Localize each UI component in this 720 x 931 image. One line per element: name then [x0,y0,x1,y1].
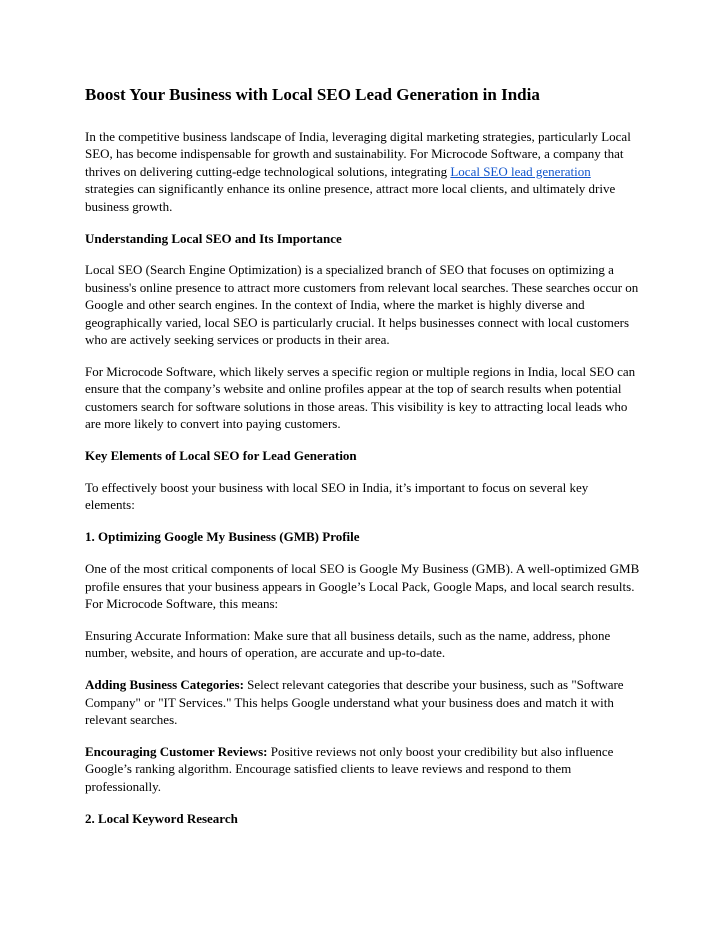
paragraph-key-elements-intro: To effectively boost your business with local SEO in India, it’s important to focus on several key elements: [85,480,589,513]
customer-reviews-label: Encouraging Customer Reviews: [85,743,268,759]
intro-text-after: strategies can significantly enhance its online presence, attract more local clients, and ultimately drive business growth. [85,181,616,214]
customer-reviews-text: Positive reviews not only boost your credibility but also influence Google’s ranking algorithm. Encourage satisfied clients to leave reviews and respond to them professionally. [85,743,614,794]
intro-paragraph [85,128,640,215]
section-heading-key-elements: Key Elements of Local SEO for Lead Generation [85,448,357,464]
intro-text-before: In the competitive business landscape of India, leveraging digital marketing strategies, particularly Local SEO, has become indispensable for growth and sustainability. For Microcode Software, a company that thrives on delivering cutting-edge technological solutions, integrating [85,129,631,179]
document-title: Boost Your Business with Local SEO Lead Generation in India [85,85,540,104]
local-seo-lead-generation-link[interactable]: Local SEO lead generation [450,163,591,179]
document-page [85,84,640,842]
paragraph-local-seo-definition: Local SEO (Search Engine Optimization) is a specialized branch of SEO that focuses on optimizing a business's online presence to attract more customers from relevant local searches. These searches occur on Google and other search engines. In the context of India, where the market is highly diverse and geographically varied, local SEO is particularly crucial. It helps businesses connect with local customers who are actively seeking services or products in their area. [85,262,639,348]
business-categories-label: Adding Business Categories: [85,677,244,693]
business-categories-text: Select relevant categories that describe your business, such as "Software Company" or "IT Services." This helps Google understand what your business does and match it with relevant searches. [85,677,624,728]
section-heading-keyword-research: 2. Local Keyword Research [85,810,238,826]
paragraph-business-categories [85,676,640,728]
paragraph-microcode-local-seo: For Microcode Software, which likely serves a specific region or multiple regions in India, local SEO can ensure that the company’s website and online profiles appear at the top of search results when potential customers search for software solutions in those areas. This visibility is key to attracting local leads who are more likely to convert into paying customers. [85,363,636,432]
paragraph-customer-reviews [85,743,640,795]
section-heading-local-seo-importance: Understanding Local SEO and Its Importance [85,230,342,246]
paragraph-accurate-information: Ensuring Accurate Information: Make sure that all business details, such as the name, address, phone number, website, and hours of operation, are accurate and up-to-date. [85,627,611,661]
section-heading-gmb-profile: 1. Optimizing Google My Business (GMB) Profile [85,529,360,545]
paragraph-gmb-intro: One of the most critical components of local SEO is Google My Business (GMB). A well-optimized GMB profile ensures that your business appears in Google’s Local Pack, Google Maps, and local search results. For Microcode Software, this means: [85,561,640,612]
